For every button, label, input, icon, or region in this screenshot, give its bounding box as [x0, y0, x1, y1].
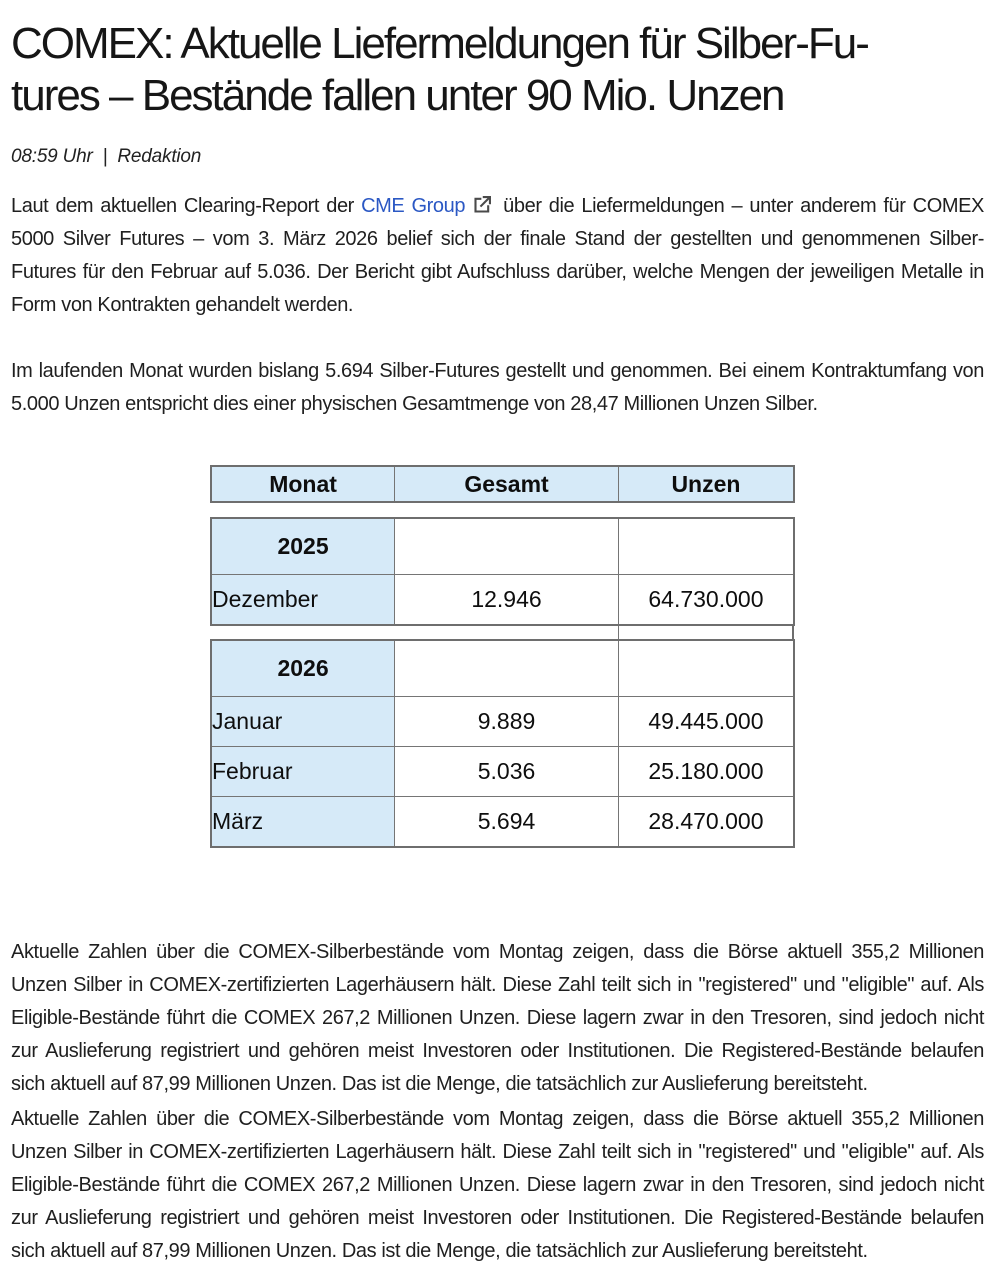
cme-group-link-label: CME Group	[361, 195, 466, 217]
table-block-2025	[210, 517, 795, 626]
byline	[11, 146, 984, 168]
delivery-table	[210, 465, 795, 848]
cell-unzen-dezember: 64.730.000	[618, 575, 794, 626]
column-header-monat: Monat	[211, 466, 395, 502]
table-row	[211, 697, 794, 747]
empty-cell	[618, 518, 794, 575]
table-block-2026	[210, 639, 795, 848]
year-cell-2026: 2026	[211, 640, 395, 697]
table-gap	[210, 626, 795, 639]
cell-gesamt-januar: 9.889	[395, 697, 619, 747]
empty-cell	[395, 518, 619, 575]
page-title	[11, 18, 984, 122]
paragraph-1-text-before: Laut dem aktuellen Clearing-Report der	[11, 195, 362, 217]
paragraph-3: Aktuelle Zahlen über die COMEX-Silberbestände vom Montag zeigen, dass die Börse aktuell 355,2 Millionen Unzen Silber in COMEX-zertifizierten Lagerhäusern hält. Diese Zahl teilt sich in "registered" und "eligible" auf. Als Eligible-Bestände führt die COMEX 267,2 Millionen Unzen. Diese lagern zwar in den Tresoren, sind jedoch nicht zur Auslieferung registriert und gehören meist Investoren oder Institutionen. Die Registered-Bestände belaufen sich aktuell auf 87,99 Millionen Unzen. Das ist die Menge, die tatsächlich zur Auslieferung bereitsteht.	[11, 941, 984, 1095]
cell-monat-februar: Februar	[211, 747, 395, 797]
cell-unzen-januar: 49.445.000	[618, 697, 794, 747]
clipped-next-line	[11, 1103, 984, 1262]
table-row	[211, 575, 794, 626]
gap-border-stub	[618, 626, 794, 639]
column-header-unzen: Unzen	[618, 466, 794, 502]
paragraph-2: Im laufenden Monat wurden bislang 5.694 Silber-Futures gestellt und genommen. Bei einem Kontraktumfang von 5.000 Unzen entspricht dies einer physischen Gesamtmenge von 28,47 Millionen Unzen Silber.	[11, 360, 984, 415]
table-header-row	[210, 465, 795, 503]
cme-group-link[interactable]	[361, 195, 465, 217]
title-line-2: tures – Bestände fallen unter 90 Mio. Unzen	[11, 71, 784, 120]
cell-unzen-februar: 25.180.000	[618, 747, 794, 797]
table-row	[211, 797, 794, 848]
column-header-gesamt: Gesamt	[395, 466, 619, 502]
cell-unzen-maerz: 28.470.000	[618, 797, 794, 848]
clipped-next-line-text: Aktuelle Zahlen über die COMEX-Silberbestände vom Montag zeigen, dass die Börse aktuell 355,2 Millionen Unzen Silber in COMEX-zertifizierten Lagerhäusern hält. Diese Zahl teilt sich in "registered" und "eligible" auf. Als Eligible-Bestände führt die COMEX 267,2 Millionen Unzen. Diese lagern zwar in den Tresoren, sind jedoch nicht zur Auslieferung registriert und gehören meist Investoren oder Institutionen. Die Registered-Bestände belaufen sich aktuell auf 87,99 Millionen Unzen. Das ist die Menge, die tatsächlich zur Auslieferung bereitsteht.	[11, 1108, 984, 1262]
empty-cell	[618, 640, 794, 697]
year-cell-2025: 2025	[211, 518, 395, 575]
title-line-1: COMEX: Aktuelle Liefermeldungen für Silber-Fu-	[11, 19, 868, 68]
empty-cell	[395, 640, 619, 697]
table-row	[211, 640, 794, 697]
table-row	[211, 518, 794, 575]
external-link-icon[interactable]	[472, 194, 493, 215]
byline-time: 08:59 Uhr	[11, 146, 93, 167]
paragraph-1	[11, 190, 984, 322]
cell-monat-januar: Januar	[211, 697, 395, 747]
paragraph-1-text-after: über die Liefermeldungen – unter anderem für COMEX 5000 Silver Futures – vom 3. März 2026 belief sich der finale Stand der gestellten und genommenen Silber-Futures für den Februar auf 5.036. Der Bericht gibt Aufschluss darüber, welche Mengen der jeweiligen Metalle in Form von Kontrakten gehandelt werden.	[11, 195, 984, 316]
cell-gesamt-dezember: 12.946	[395, 575, 619, 626]
byline-author: Redaktion	[117, 146, 202, 167]
table-gap	[210, 503, 795, 517]
cell-monat-dezember: Dezember	[211, 575, 395, 626]
byline-separator: |	[102, 146, 108, 167]
cell-monat-maerz: März	[211, 797, 395, 848]
table-row	[211, 747, 794, 797]
cell-gesamt-maerz: 5.694	[395, 797, 619, 848]
cell-gesamt-februar: 5.036	[395, 747, 619, 797]
